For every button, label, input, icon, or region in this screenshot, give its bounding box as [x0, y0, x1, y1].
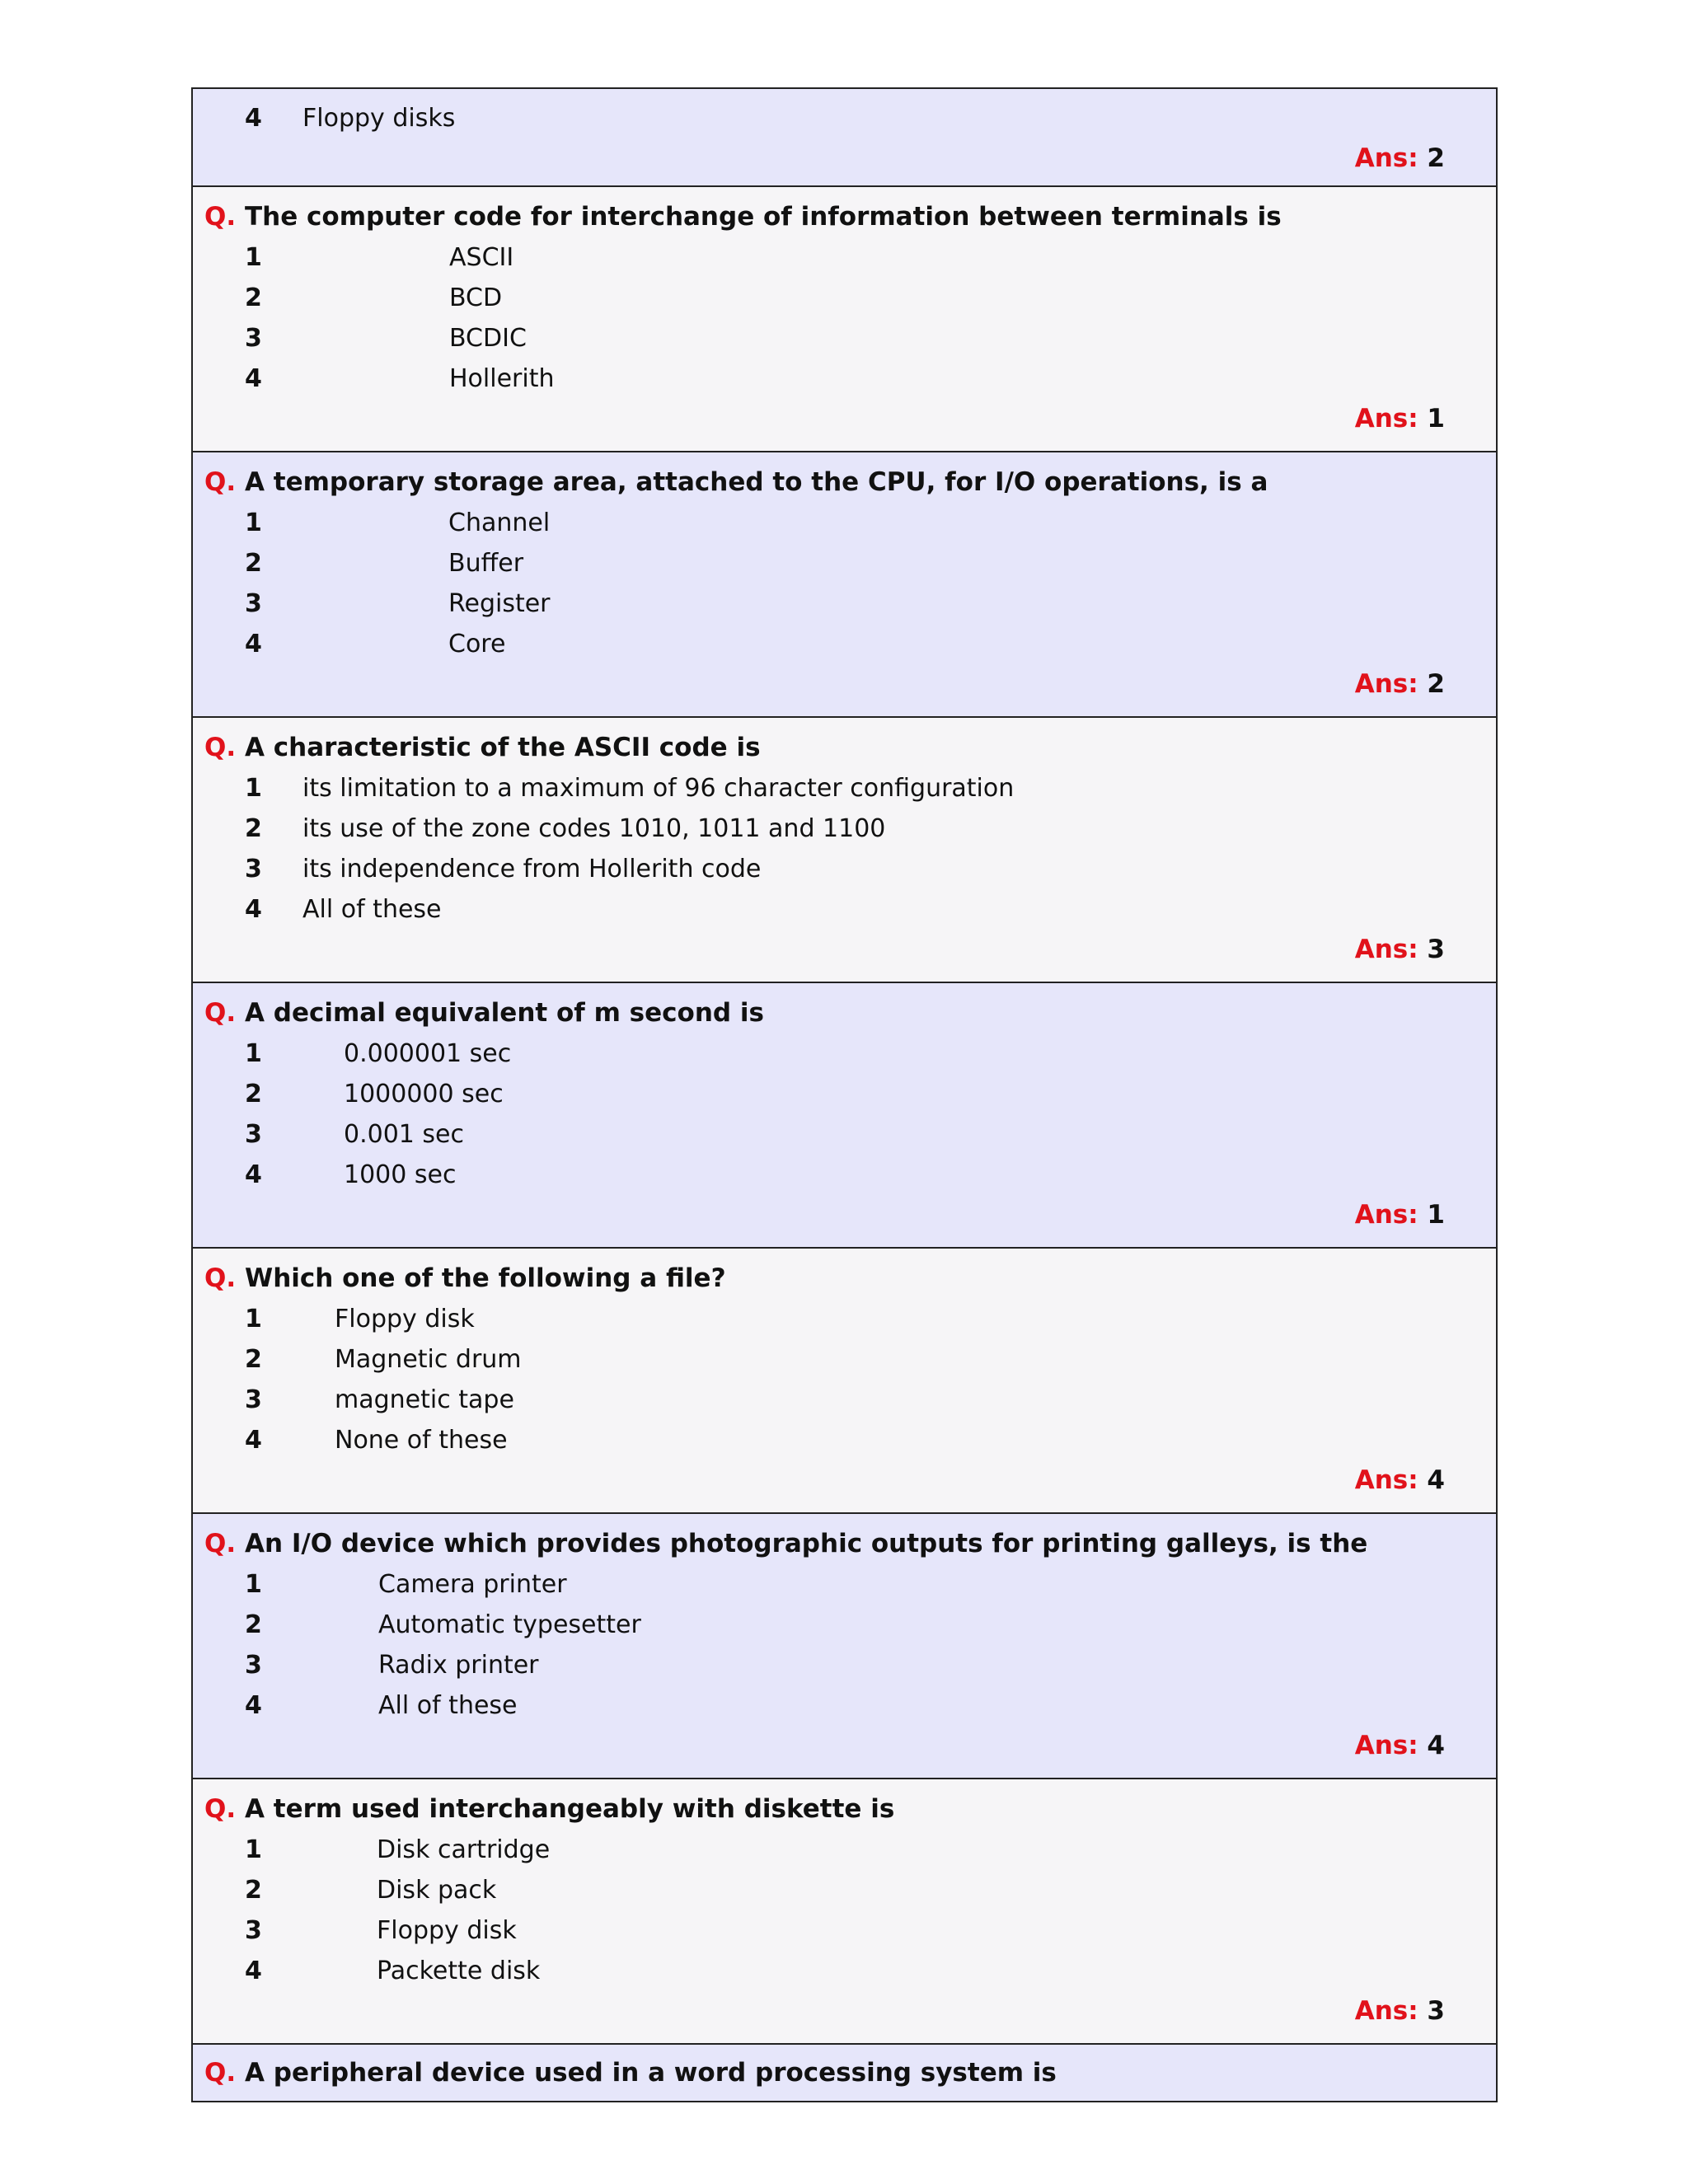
question-line	[193, 197, 1496, 237]
question-block	[193, 1778, 1496, 2043]
option-row	[193, 1114, 1496, 1155]
option-number: 2	[245, 549, 262, 578]
option-row	[193, 359, 1496, 399]
option-text: Radix printer	[378, 1651, 539, 1680]
option-number: 4	[245, 364, 262, 393]
question-block	[193, 185, 1496, 451]
option-text: ASCII	[449, 243, 514, 272]
option-row	[193, 1685, 1496, 1726]
option-text: 1000 sec	[344, 1160, 457, 1189]
option-number: 1	[245, 509, 262, 537]
option-number: 3	[245, 1385, 262, 1414]
option-row	[193, 318, 1496, 359]
answer-value: 4	[1427, 1731, 1445, 1760]
option-number: 4	[245, 895, 262, 924]
question-line	[193, 728, 1496, 768]
question-text: A characteristic of the ASCII code is	[245, 733, 761, 762]
question-text: A decimal equivalent of m second is	[245, 998, 764, 1028]
question-line	[193, 1524, 1496, 1564]
option-text: Disk pack	[377, 1876, 497, 1905]
answer-line	[193, 1195, 1496, 1235]
option-number: 4	[245, 1426, 262, 1455]
answer-value: 2	[1427, 669, 1445, 699]
option-row	[193, 1564, 1496, 1605]
answer-label: Ans:	[1354, 404, 1418, 434]
option-row	[193, 1910, 1496, 1951]
option-row	[193, 237, 1496, 278]
option-number: 4	[245, 104, 262, 133]
option-text: 0.001 sec	[344, 1120, 465, 1149]
option-number: 1	[245, 243, 262, 272]
option-number: 2	[245, 1876, 262, 1905]
option-text: All of these	[378, 1691, 518, 1720]
question-line	[193, 993, 1496, 1033]
question-marker: Q.	[204, 1529, 237, 1558]
answer-label: Ans:	[1354, 1731, 1418, 1760]
option-number: 3	[245, 1120, 262, 1149]
answer-line	[193, 930, 1496, 970]
option-row	[193, 1830, 1496, 1870]
question-marker: Q.	[204, 2058, 237, 2088]
option-text: BCDIC	[449, 324, 527, 353]
option-number: 4	[245, 1691, 262, 1720]
option-number: 3	[245, 1916, 262, 1945]
option-row	[193, 1951, 1496, 1991]
answer-label: Ans:	[1354, 935, 1418, 964]
option-text: Magnetic drum	[335, 1345, 522, 1374]
question-block	[193, 2043, 1496, 2101]
question-text: The computer code for interchange of information between terminals is	[245, 202, 1282, 232]
option-text: Hollerith	[449, 364, 555, 393]
answer-label: Ans:	[1354, 1465, 1418, 1495]
option-number: 2	[245, 1610, 262, 1639]
option-text: BCD	[449, 284, 503, 312]
answer-line	[193, 138, 1496, 179]
option-row	[193, 543, 1496, 583]
question-marker: Q.	[204, 467, 237, 497]
answer-label: Ans:	[1354, 1996, 1418, 2026]
question-text: A temporary storage area, attached to the CPU, for I/O operations, is a	[245, 467, 1268, 497]
option-text: Core	[448, 630, 506, 658]
option-number: 2	[245, 814, 262, 843]
option-number: 1	[245, 1305, 262, 1333]
option-number: 2	[245, 1080, 262, 1108]
option-text: Channel	[448, 509, 551, 537]
answer-line	[193, 399, 1496, 439]
question-marker: Q.	[204, 998, 237, 1028]
option-row	[193, 503, 1496, 543]
question-block	[193, 716, 1496, 982]
option-row	[193, 1380, 1496, 1420]
option-row	[193, 1074, 1496, 1114]
question-block	[193, 89, 1496, 185]
option-text: its use of the zone codes 1010, 1011 and 1100	[302, 814, 886, 843]
answer-label: Ans:	[1354, 669, 1418, 699]
answer-value: 1	[1427, 404, 1445, 434]
option-text: None of these	[335, 1426, 508, 1455]
option-text: All of these	[302, 895, 442, 924]
option-row	[193, 1605, 1496, 1645]
option-number: 3	[245, 324, 262, 353]
option-text: 0.000001 sec	[344, 1039, 512, 1068]
option-number: 3	[245, 1651, 262, 1680]
option-text: Floppy disk	[335, 1305, 475, 1333]
question-text: A term used interchangeably with diskette is	[245, 1794, 895, 1824]
question-block	[193, 1512, 1496, 1778]
option-text: Automatic typesetter	[378, 1610, 641, 1639]
option-row	[193, 1339, 1496, 1380]
option-row	[193, 1645, 1496, 1685]
option-text: Disk cartridge	[377, 1835, 551, 1864]
answer-label: Ans:	[1354, 1200, 1418, 1230]
option-number: 2	[245, 284, 262, 312]
option-number: 4	[245, 1160, 262, 1189]
option-number: 1	[245, 1039, 262, 1068]
option-row	[193, 1155, 1496, 1195]
answer-value: 2	[1427, 143, 1445, 173]
option-text: its limitation to a maximum of 96 character configuration	[302, 774, 1015, 803]
option-text: its independence from Hollerith code	[302, 855, 762, 883]
question-sheet	[191, 87, 1498, 2102]
option-number: 1	[245, 1835, 262, 1864]
answer-label: Ans:	[1354, 143, 1418, 173]
option-row	[193, 278, 1496, 318]
question-marker: Q.	[204, 1263, 237, 1293]
answer-line	[193, 1726, 1496, 1766]
question-line	[193, 1258, 1496, 1299]
option-text: Camera printer	[378, 1570, 567, 1599]
question-marker: Q.	[204, 202, 237, 232]
option-number: 4	[245, 630, 262, 658]
option-number: 2	[245, 1345, 262, 1374]
option-row	[193, 98, 1496, 138]
question-block	[193, 1247, 1496, 1512]
option-text: magnetic tape	[335, 1385, 514, 1414]
option-number: 1	[245, 1570, 262, 1599]
answer-value: 1	[1427, 1200, 1445, 1230]
answer-line	[193, 1460, 1496, 1501]
question-marker: Q.	[204, 1794, 237, 1824]
option-row	[193, 583, 1496, 624]
answer-line	[193, 664, 1496, 705]
option-row	[193, 1420, 1496, 1460]
option-row	[193, 849, 1496, 889]
answer-value: 3	[1427, 935, 1445, 964]
question-block	[193, 982, 1496, 1247]
answer-value: 3	[1427, 1996, 1445, 2026]
question-line	[193, 462, 1496, 503]
option-text: Floppy disk	[377, 1916, 517, 1945]
answer-value: 4	[1427, 1465, 1445, 1495]
answer-line	[193, 1991, 1496, 2032]
question-text: Which one of the following a file?	[245, 1263, 726, 1293]
question-text: An I/O device which provides photographic outputs for printing galleys, is the	[245, 1529, 1368, 1558]
option-text: Buffer	[448, 549, 524, 578]
option-text: 1000000 sec	[344, 1080, 504, 1108]
question-marker: Q.	[204, 733, 237, 762]
option-row	[193, 889, 1496, 930]
option-text: Packette disk	[377, 1957, 541, 1985]
option-row	[193, 1299, 1496, 1339]
option-row	[193, 1033, 1496, 1074]
option-number: 3	[245, 589, 262, 618]
option-row	[193, 624, 1496, 664]
question-text: A peripheral device used in a word processing system is	[245, 2058, 1057, 2088]
option-number: 3	[245, 855, 262, 883]
question-line	[193, 1789, 1496, 1830]
option-text: Floppy disks	[302, 104, 456, 133]
option-row	[193, 768, 1496, 808]
option-text: Register	[448, 589, 551, 618]
option-number: 4	[245, 1957, 262, 1985]
question-block	[193, 451, 1496, 716]
option-row	[193, 808, 1496, 849]
question-line	[193, 2053, 1496, 2093]
option-row	[193, 1870, 1496, 1910]
option-number: 1	[245, 774, 262, 803]
